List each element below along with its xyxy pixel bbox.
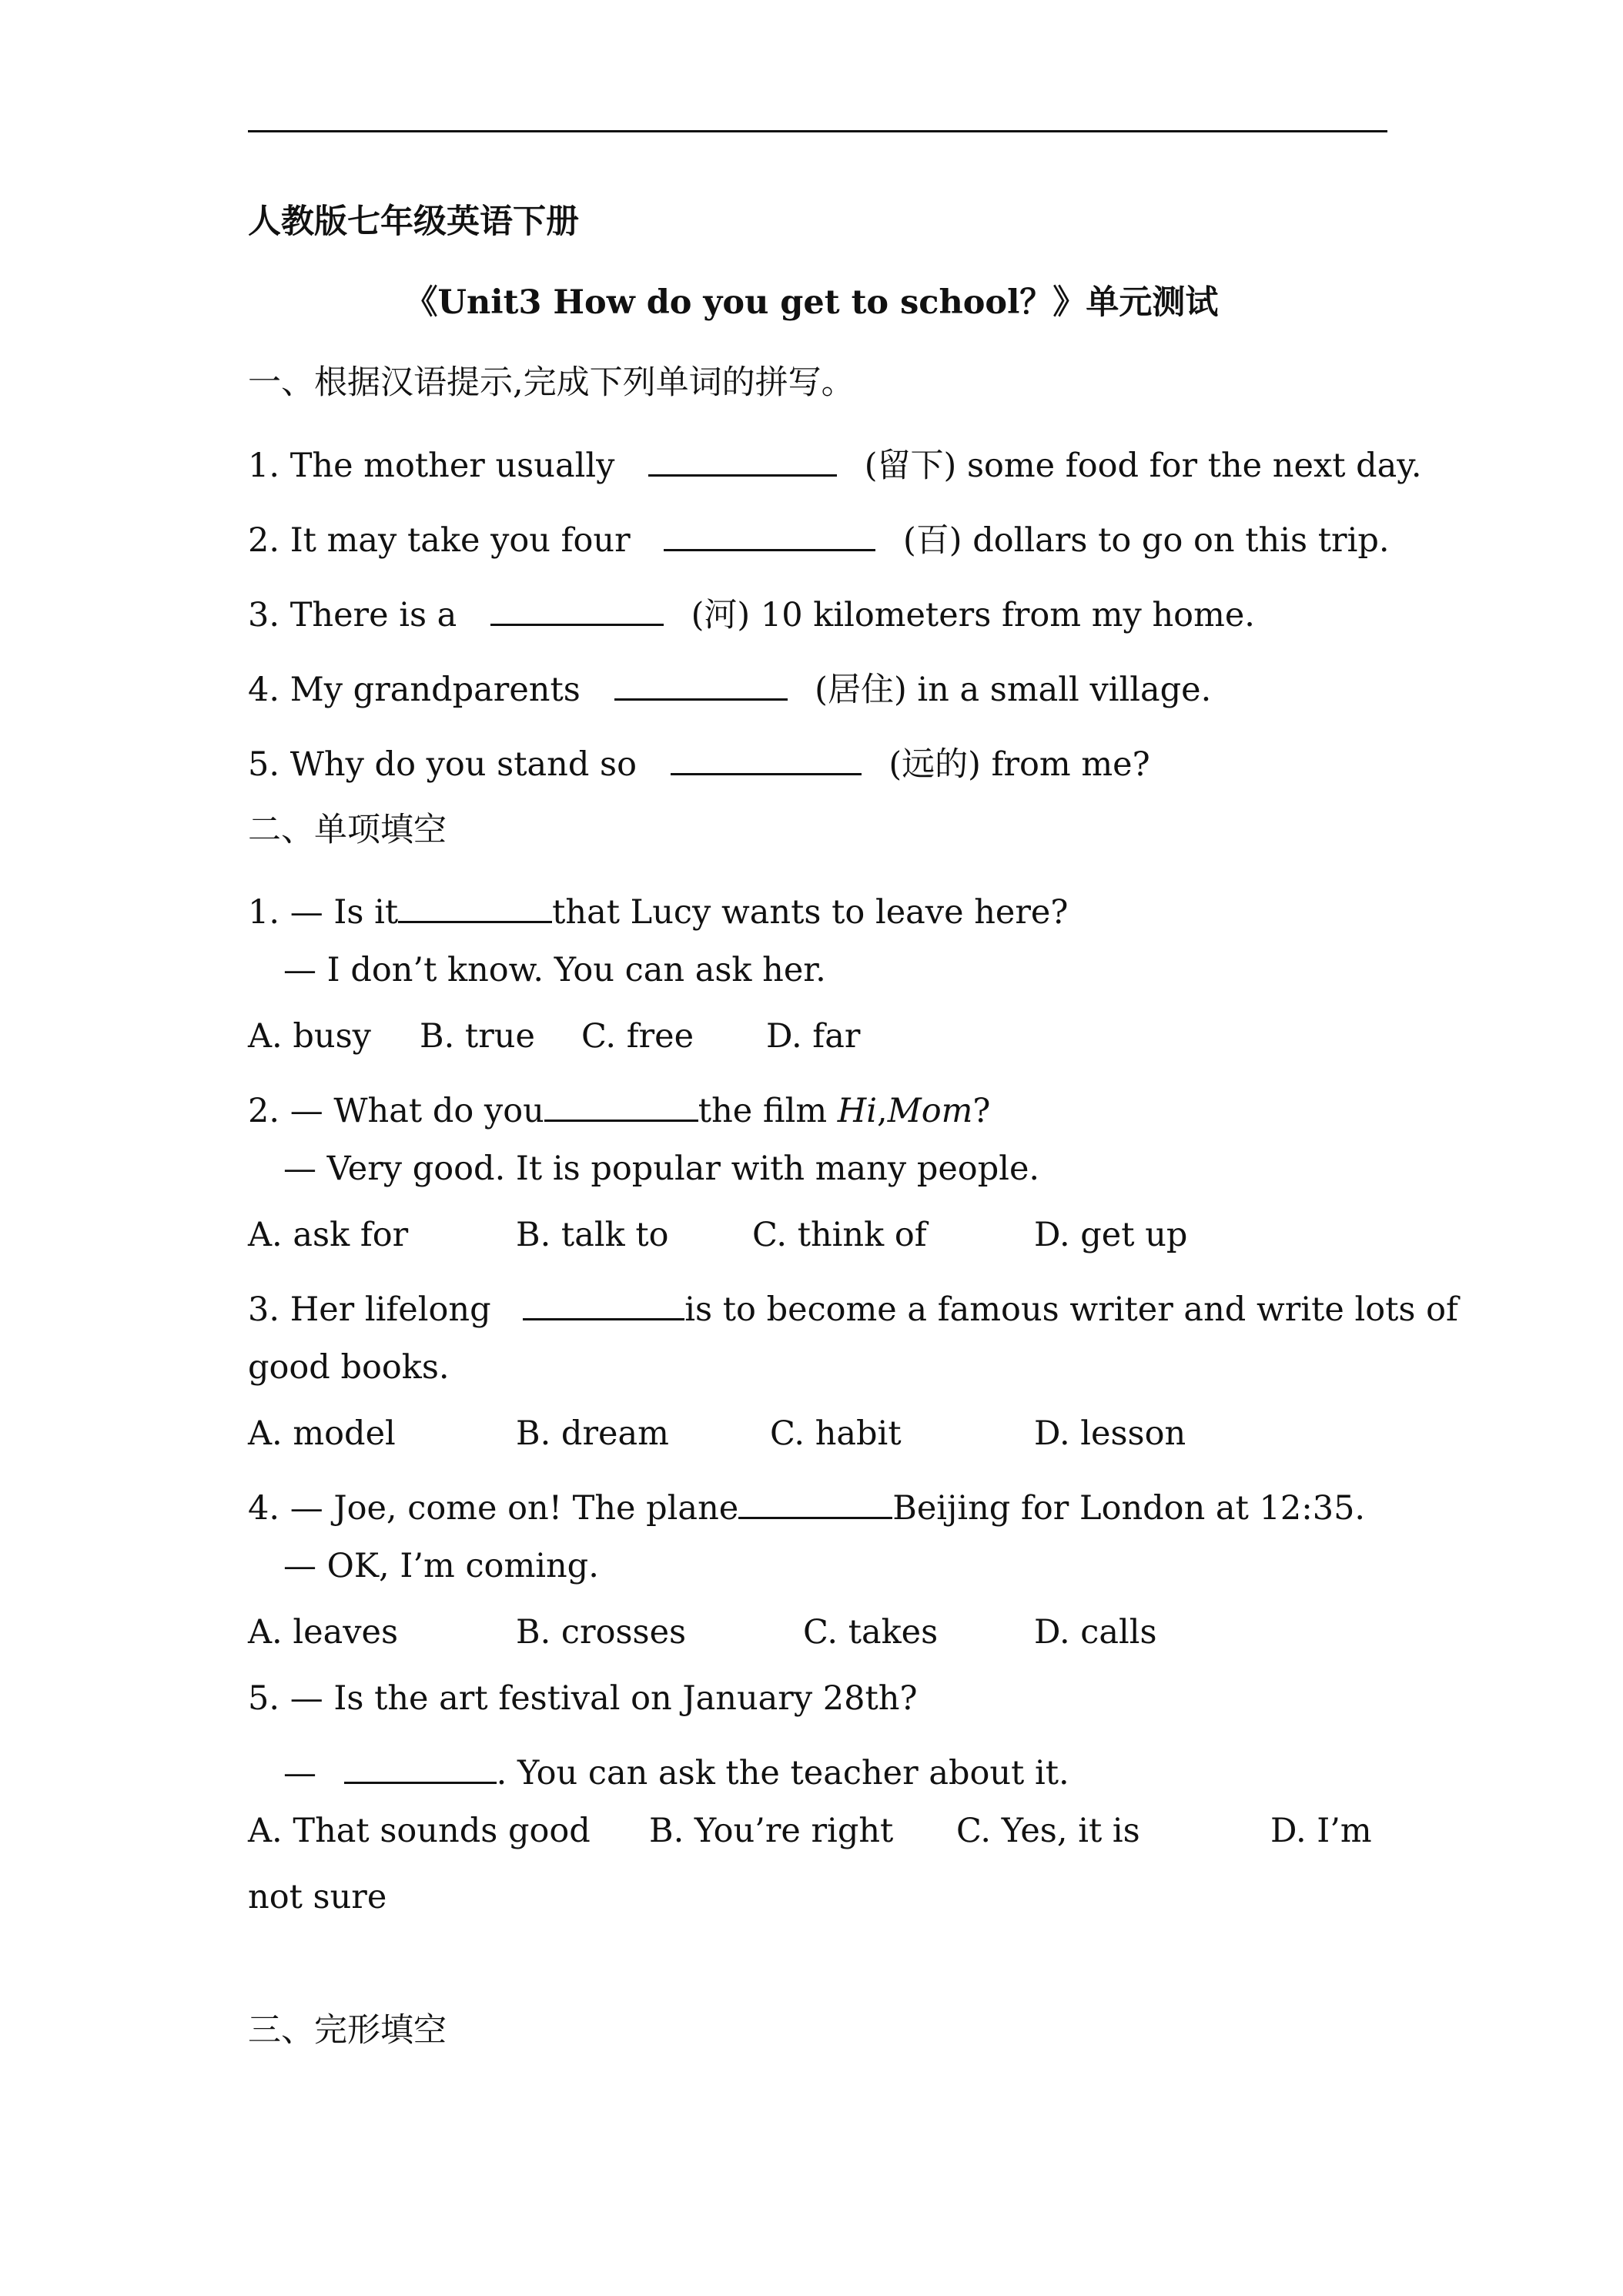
answer-blank[interactable] bbox=[523, 1285, 684, 1320]
s2-q3 bbox=[248, 1285, 1458, 1327]
answer-blank[interactable] bbox=[648, 441, 837, 477]
s2-q5-option-cont: not sure bbox=[248, 1878, 387, 1916]
film-title-part2: Mom bbox=[887, 1092, 973, 1130]
option-d[interactable]: D. lesson bbox=[1034, 1414, 1186, 1453]
option-a[interactable]: A. ask for bbox=[248, 1216, 409, 1254]
option-c[interactable]: C. takes bbox=[803, 1613, 939, 1652]
s1-item-2-pre: 2. It may take you four bbox=[248, 521, 631, 560]
answer-blank[interactable] bbox=[614, 665, 788, 701]
s1-item-3-pre: 3. There is a bbox=[248, 596, 457, 634]
s2-q2-pre: 2. — What do you bbox=[248, 1092, 544, 1130]
s1-item-1-post: (留下) some food for the next day. bbox=[864, 447, 1422, 485]
answer-blank[interactable] bbox=[664, 516, 875, 551]
s1-item-1-pre: 1. The mother usually bbox=[248, 447, 615, 485]
s2-q3-cont: good books. bbox=[248, 1348, 450, 1387]
s2-q5: 5. — Is the art festival on January 28th? bbox=[248, 1679, 918, 1718]
option-c[interactable]: C. habit bbox=[770, 1414, 902, 1453]
answer-blank[interactable] bbox=[544, 1086, 698, 1122]
test-title: 《Unit3 How do you get to school？》单元测试 bbox=[404, 283, 1219, 322]
s1-item-4-pre: 4. My grandparents bbox=[248, 671, 581, 709]
s2-q5-dash: — bbox=[283, 1754, 316, 1792]
s1-item-4 bbox=[248, 665, 1211, 707]
option-b[interactable]: B. dream bbox=[516, 1414, 669, 1453]
s2-q1-reply: — I don’t know. You can ask her. bbox=[283, 951, 826, 989]
s2-q2-reply: — Very good. It is popular with many people. bbox=[283, 1150, 1040, 1188]
s1-item-5-pre: 5. Why do you stand so bbox=[248, 745, 637, 784]
s1-item-1 bbox=[248, 441, 1422, 483]
s1-item-4-post: (居住) in a small village. bbox=[815, 671, 1212, 709]
option-a[interactable]: A. That sounds good bbox=[248, 1812, 591, 1850]
s1-item-3-post: (河) 10 kilometers from my home. bbox=[691, 596, 1255, 634]
s2-q5-reply bbox=[283, 1749, 1069, 1790]
s1-item-3 bbox=[248, 591, 1255, 632]
film-title-part1: Hi bbox=[837, 1092, 878, 1130]
s2-q4-pre: 4. — Joe, come on! The plane bbox=[248, 1489, 739, 1528]
s1-item-2 bbox=[248, 516, 1390, 560]
option-d[interactable]: D. calls bbox=[1034, 1613, 1157, 1652]
section3-heading: 三、完形填空 bbox=[248, 2011, 447, 2050]
option-b[interactable]: B. crosses bbox=[516, 1613, 687, 1652]
answer-blank[interactable] bbox=[398, 888, 552, 923]
film-title-comma: , bbox=[877, 1092, 888, 1130]
option-a[interactable]: A. model bbox=[248, 1414, 396, 1453]
s2-q3-post: is to become a famous writer and write lots of bbox=[684, 1290, 1458, 1329]
header-rule bbox=[248, 130, 1387, 132]
answer-blank[interactable] bbox=[490, 591, 664, 626]
answer-blank[interactable] bbox=[738, 1484, 892, 1519]
section2-heading: 二、单项填空 bbox=[248, 811, 447, 849]
s2-q1-pre: 1. — Is it bbox=[248, 893, 399, 932]
option-d[interactable]: D. I’m bbox=[1270, 1812, 1372, 1850]
option-b[interactable]: B. talk to bbox=[516, 1216, 669, 1254]
option-a[interactable]: A. leaves bbox=[248, 1613, 399, 1652]
s1-item-2-post: (百) dollars to go on this trip. bbox=[903, 521, 1390, 560]
answer-blank[interactable] bbox=[344, 1749, 497, 1784]
s2-q5-reply-post: . You can ask the teacher about it. bbox=[496, 1754, 1069, 1792]
option-b[interactable]: B. You’re right bbox=[649, 1812, 894, 1850]
s1-item-5-post: (远的) from me? bbox=[888, 745, 1150, 784]
s2-q2 bbox=[248, 1086, 990, 1128]
option-b[interactable]: B. true bbox=[420, 1017, 535, 1056]
option-d[interactable]: D. far bbox=[766, 1017, 861, 1056]
doc-title: 人教版七年级英语下册 bbox=[248, 202, 579, 241]
answer-blank[interactable] bbox=[671, 740, 862, 775]
s2-q4-post: Beijing for London at 12:35. bbox=[892, 1489, 1366, 1528]
option-c[interactable]: C. free bbox=[581, 1017, 694, 1056]
s2-q3-pre: 3. Her lifelong bbox=[248, 1290, 491, 1329]
s1-item-5 bbox=[248, 740, 1150, 782]
option-c[interactable]: C. think of bbox=[752, 1216, 927, 1254]
s2-q4 bbox=[248, 1484, 1366, 1528]
s2-q1-post: that Lucy wants to leave here? bbox=[552, 893, 1069, 932]
s2-q2-post: ? bbox=[972, 1092, 991, 1130]
option-a[interactable]: A. busy bbox=[248, 1017, 371, 1056]
s2-q2-mid: the film bbox=[698, 1092, 838, 1130]
section1-heading: 一、根据汉语提示,完成下列单词的拼写。 bbox=[248, 363, 855, 402]
s2-q1 bbox=[248, 888, 1069, 932]
s2-q4-reply: — OK, I’m coming. bbox=[283, 1547, 599, 1585]
option-d[interactable]: D. get up bbox=[1034, 1216, 1188, 1254]
option-c[interactable]: C. Yes, it is bbox=[956, 1812, 1140, 1850]
